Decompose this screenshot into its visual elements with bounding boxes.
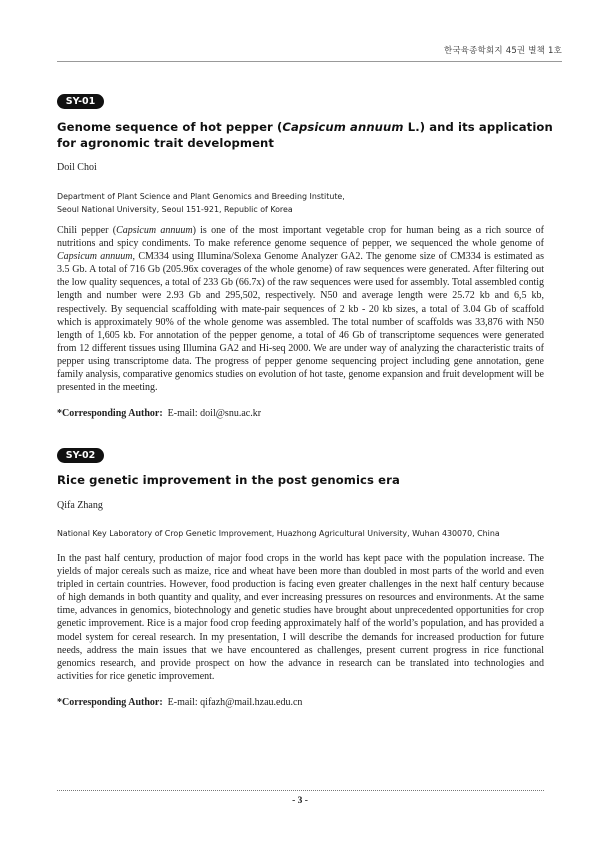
email-link-sy01[interactable]: E-mail: doil@snu.ac.kr [167,408,262,419]
session-badge-sy02: SY-02 [57,448,104,463]
corresponding-author-sy02: *Corresponding Author: E-mail: qifazh@mail.hzau.edu.cn [57,697,303,708]
abstract-title-sy01: Genome sequence of hot pepper (Capsicum annuum L.) and its application for agronomic trait development [57,120,553,150]
affiliation-sy01 [57,191,557,216]
abstract-body-sy02: In the past half century, production of major food crops in the world has kept pace with the population increase. The yields of major cereals such as maize, rice and wheat have been more than doubled in most parts of the world and even tripled in certain countries. However, food production is facing even greater challenges in the next half century because of high demands in both quantity and quality, and ever increasing pressures on resources and environments. At the same time, advances in genomics, biotechnology and genetic studies have brought about unprecedented opportunities for crop genetic improvement. Rice is a major food crop feeding approximately half of the world’s population, and has provided a model system for cereal research. In my presentation, I will describe the demands for increased production for future needs, address the main issues that we have encountered as challenges, present current progress in rice functional genomics research, and provide prospect on how the advance in research can be translated into technologies and activities for rice genetic improvement. [57,553,544,682]
abstract-body-sy01: Chili pepper (Capsicum annuum) is one of the most important vegetable crop for human being as a rich source of nutritions and spicy condiments. To make reference genome sequence of pepper, we sequenced the whole genome of Capsicum annuum, CM334 using Illumina/Solexa Genome Analyzer GA2. The genome size of CM334 is estimated as 3.5 Gb. A total of 716 Gb (205.96x coverages of the whole genome) of raw sequences were generated. After filtering out the low quality sequences, a total of 233 Gb (66.7x) of the raw sequences were used for assembly. Total assembled contig length and number were 2.93 Gb and 295,502, respectively. N50 and average length were 25.72 kb and 6,5 kb, respectively. By sequencial scaffolding with mate-pair sequences of 2 kb - 20 kb sizes, a total of 3.04 Gb of scaffold which is approximately 90% of the whole genome was assembled. The total number of scaffolds was 33,876 with N50 length of 1,605 kb. For annotation of the pepper genome, a total of 46 Gb of transcriptome sequences were generated from 12 different tissues using Illumina GA2 and Hi-seq 2000. We are under way of analyzing the characteristic traits of pepper using transcriptome data. The progress of pepper genome sequencing project including gene annotation, gene family analysis, comparative genomics studies on evolution of hot taste, genome expansion and fruit development will be presented in the meeting. [57,225,544,394]
session-badge-sy01: SY-01 [57,94,104,109]
running-header: 한국육종학회지 45권 별책 1호 [443,46,562,56]
affiliation-sy02: National Key Laboratory of Crop Genetic Improvement, Huazhong Agricultural University, Wuhan 430070, China [57,529,500,538]
author-name-sy02: Qifa Zhang [57,500,103,511]
header-divider [57,61,562,62]
affiliation-line-2: Seoul National University, Seoul 151-921, Republic of Korea [57,204,293,214]
footer-divider [57,790,544,791]
corresponding-author-sy01: *Corresponding Author: E-mail: doil@snu.ac.kr [57,408,262,419]
affiliation-line-1: Department of Plant Science and Plant Genomics and Breeding Institute, [57,192,345,201]
abstract-title-sy02: Rice genetic improvement in the post genomics era [57,473,400,487]
page-number: - 3 - [292,796,308,806]
email-link-sy02[interactable]: E-mail: qifazh@mail.hzau.edu.cn [167,697,303,708]
author-name-sy01: Doil Choi [57,162,97,173]
